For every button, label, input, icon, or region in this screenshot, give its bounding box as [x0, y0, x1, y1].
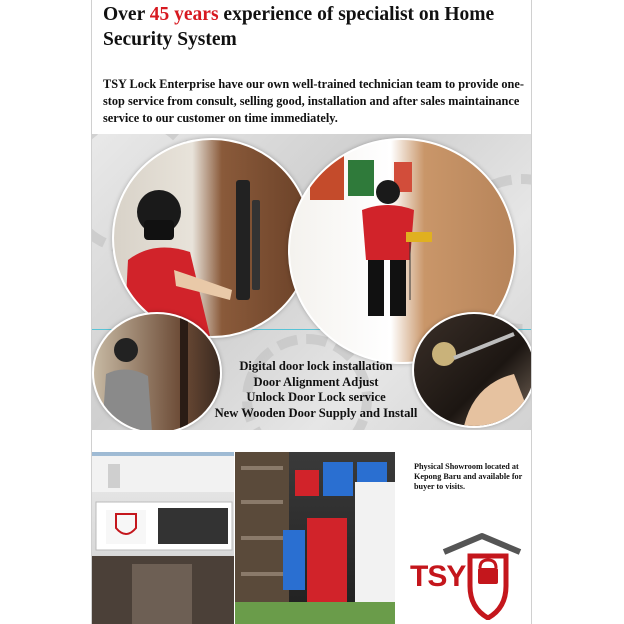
service-collage	[92, 134, 532, 430]
photo-shop-front	[92, 452, 234, 624]
service-list	[196, 359, 436, 421]
intro-paragraph: TSY Lock Enterprise have our own well-trained technician team to provide one-stop service from consult, selling good, installation and after sales maintainance service to our customer on time immediately.	[103, 77, 524, 125]
technician-illustration	[114, 140, 310, 336]
service-item: Door Alignment Adjust	[253, 374, 379, 389]
headline-highlight: 45 years	[149, 4, 219, 25]
logo-text: TSY	[410, 560, 466, 593]
showroom-caption: Physical Showroom located at Kepong Baru and available for buyer to visits.	[414, 462, 523, 491]
photo-showroom-safes	[235, 452, 395, 624]
service-item: Digital door lock installation	[239, 359, 393, 373]
headline-prefix: Over	[103, 4, 150, 25]
service-item: Unlock Door Lock service	[246, 390, 386, 404]
flyer-page	[91, 0, 532, 624]
headline-suffix: experience of specialist on Home Security System	[103, 4, 495, 50]
tsy-logo	[410, 532, 524, 620]
shop-front-illustration	[92, 452, 234, 624]
service-item: New Wooden Door Supply and Install	[214, 405, 418, 420]
showroom-illustration	[235, 452, 395, 624]
photo-technician-digital-lock	[112, 138, 312, 338]
page-headline	[103, 2, 523, 52]
